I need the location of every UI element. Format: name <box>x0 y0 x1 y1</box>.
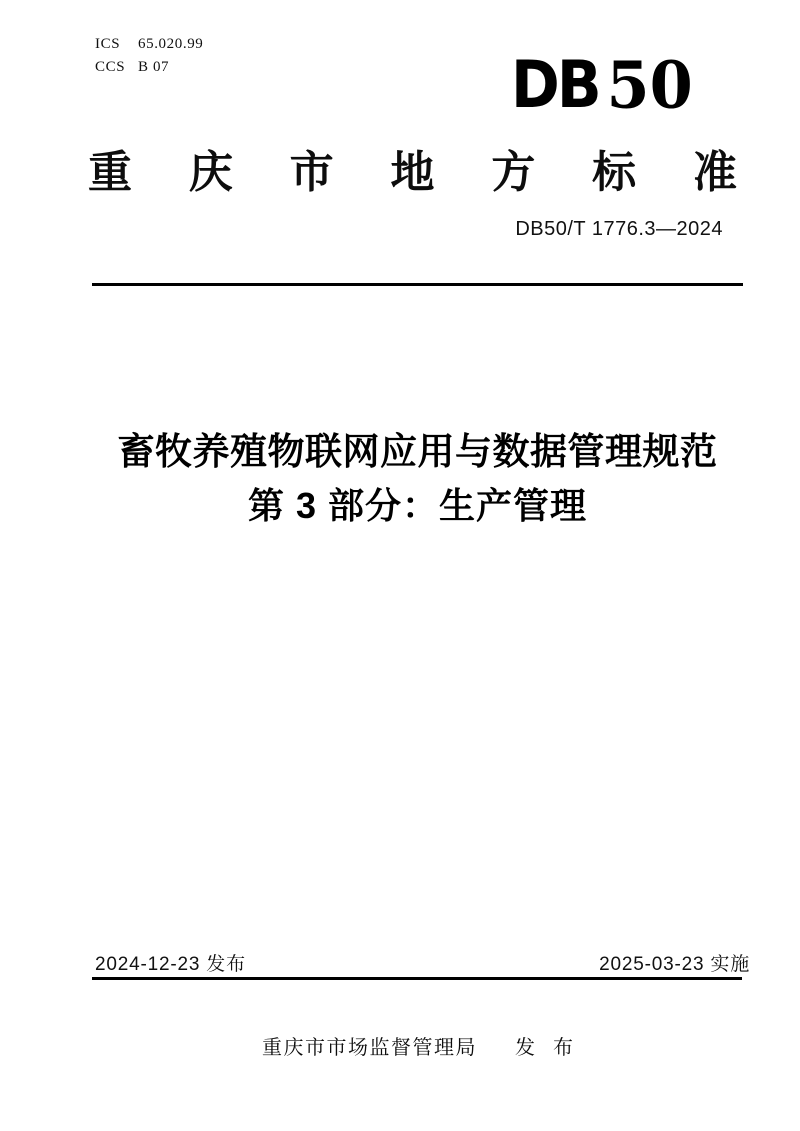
classification-codes <box>95 33 203 79</box>
publisher-line <box>92 1031 743 1060</box>
top-rule <box>92 283 743 286</box>
db50-logo <box>511 47 693 124</box>
logo-number-text: 50 <box>606 47 693 124</box>
implementation-date: 2025-03-23 实施 <box>599 954 750 975</box>
standard-type-char: 标 <box>592 148 637 197</box>
bottom-rule <box>92 977 742 980</box>
standard-type-char: 准 <box>692 148 737 197</box>
logo-db-text: DB <box>511 47 599 124</box>
standard-type-char: 重 <box>88 148 132 197</box>
standard-type-char: 庆 <box>188 148 233 197</box>
title-line-2: 第 3 部分：生产管理 <box>247 485 588 526</box>
standard-type-heading <box>88 150 737 196</box>
ics-label: ICS <box>95 36 121 52</box>
issuer-name: 重庆市市场监督管理局 <box>262 1037 477 1059</box>
publish-label: 发布 <box>515 1037 591 1059</box>
ccs-line <box>95 56 203 79</box>
document-title <box>92 431 743 526</box>
date-row <box>95 949 750 976</box>
ccs-code: B 07 <box>138 59 170 75</box>
standard-code: DB50/T 1776.3—2024 <box>515 218 723 240</box>
title-line-1: 畜牧养殖物联网应用与数据管理规范 <box>117 431 718 472</box>
standard-type-char: 市 <box>289 148 334 197</box>
standard-type-char: 地 <box>390 148 435 197</box>
ccs-label: CCS <box>95 59 126 75</box>
issue-date: 2024-12-23 发布 <box>95 954 246 975</box>
ics-line <box>95 33 203 56</box>
ics-code: 65.020.99 <box>138 36 204 52</box>
standard-type-char: 方 <box>491 148 536 197</box>
